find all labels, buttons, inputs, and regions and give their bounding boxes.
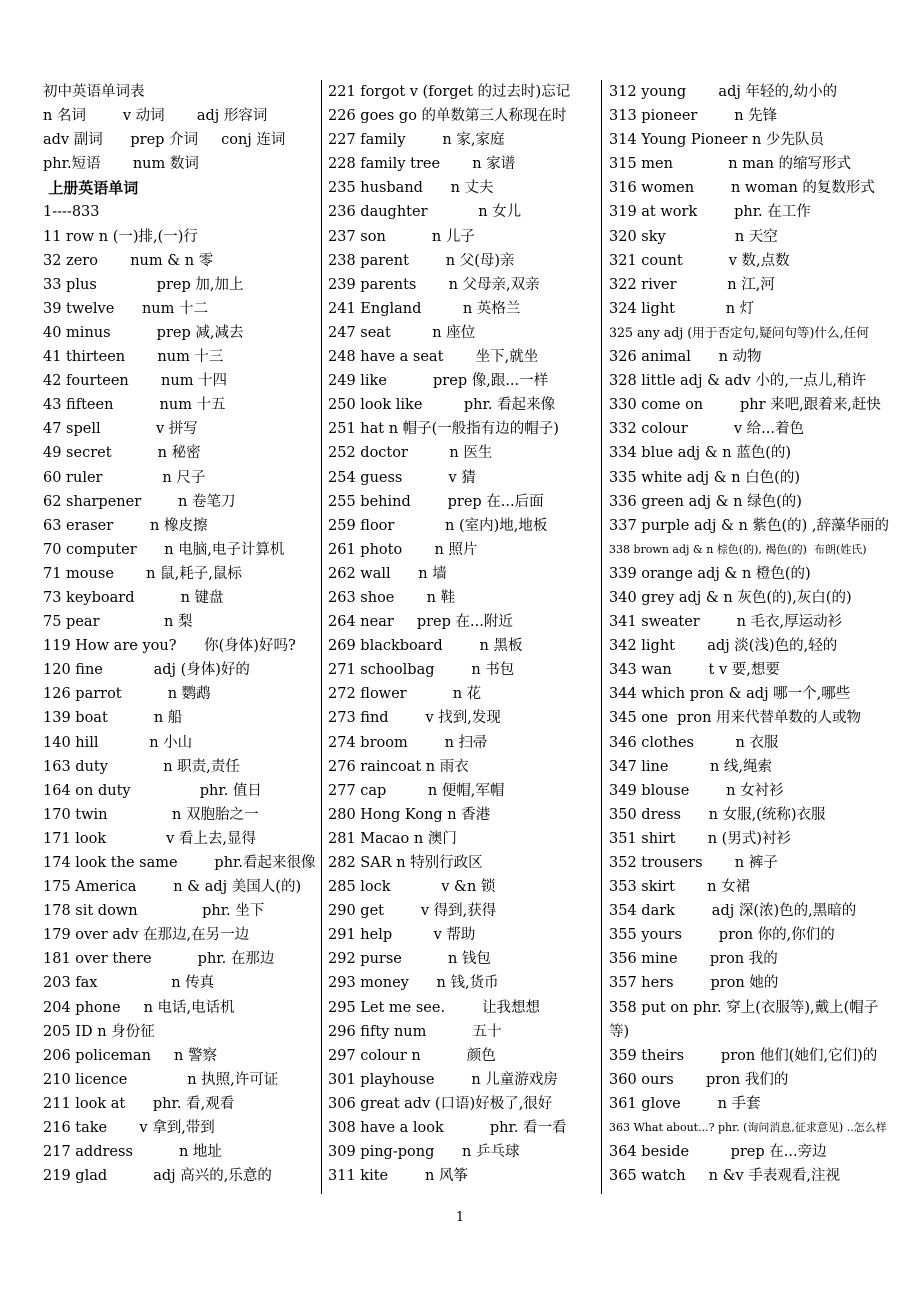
- vocab-entry: 170 twin n 双胞胎之一: [43, 806, 259, 823]
- vocab-entry: 139 boat n 船: [43, 710, 183, 727]
- vocab-entry: 219 glad adj 高兴的,乐意的: [43, 1168, 272, 1185]
- vocab-entry: 356 mine pron 我的: [609, 951, 778, 968]
- vocab-entry: 301 playhouse n 儿童游戏房: [328, 1071, 558, 1088]
- vocab-entry: 179 over adv 在那边,在另一边: [43, 927, 250, 944]
- vocab-entry: 353 skirt n 女裙: [609, 879, 751, 896]
- vocab-entry: 221 forgot v (forget 的过去时)忘记: [328, 84, 571, 100]
- vocab-entry: 281 Macao n 澳门: [328, 830, 457, 847]
- vocab-entry: n 名词 v 动词 adj 形容词: [43, 108, 268, 125]
- vocab-entry: 204 phone n 电话,电话机: [43, 999, 235, 1016]
- vocab-entry: 238 parent n 父(母)亲: [328, 252, 515, 269]
- vocab-entry: 273 find v 找到,发现: [328, 710, 501, 727]
- vocab-entry: 312 young adj 年轻的,幼小的: [609, 84, 838, 100]
- vocab-entry: 255 behind prep 在...后面: [328, 493, 544, 510]
- vocab-entry: 352 trousers n 裤子: [609, 855, 778, 871]
- vocab-entry: 365 watch n &v 手表观看,注视: [609, 1168, 840, 1185]
- vocab-entry: 276 raincoat n 雨衣: [328, 758, 469, 775]
- vocab-entry: 264 near prep 在...附近: [328, 614, 513, 631]
- vocab-entry: 259 floor n (室内)地,地板: [328, 517, 548, 534]
- vocab-entry: 285 lock v &n 锁: [328, 879, 496, 896]
- vocab-entry: 313 pioneer n 先锋: [609, 108, 778, 125]
- vocab-entry: 126 parrot n 鹦鹉: [43, 686, 211, 703]
- vocab-entry: 249 like prep 像,跟...一样: [328, 373, 549, 390]
- vocab-entry: 40 minus prep 减,减去: [43, 324, 244, 341]
- vocab-entry: 228 family tree n 家谱: [328, 156, 516, 173]
- vocab-entry: 293 money n 钱,货币: [328, 975, 499, 992]
- vocab-entry: 178 sit down phr. 坐下: [43, 903, 265, 920]
- vocab-entry: 364 beside prep 在...旁边: [609, 1144, 827, 1161]
- vocab-entry: 339 orange adj & n 橙色(的): [609, 565, 811, 582]
- vocab-entry: 311 kite n 风筝: [328, 1168, 468, 1185]
- vocab-entry: 330 come on phr 来吧,跟着来,赶快: [609, 397, 881, 414]
- vocab-entry: 236 daughter n 女儿: [328, 204, 522, 221]
- vocab-entry: 263 shoe n 鞋: [328, 589, 456, 606]
- vocab-entry: 248 have a seat 坐下,就坐: [328, 349, 539, 366]
- vocab-entry: 33 plus prep 加,加上: [43, 276, 244, 293]
- vocab-entry: 251 hat n 帽子(一般指有边的帽子): [328, 421, 559, 438]
- vocab-entry: 340 grey adj & n 灰色(的),灰白(的): [609, 589, 852, 606]
- vocab-entry: 321 count v 数,点数: [609, 252, 790, 269]
- vocab-entry: 349 blouse n 女衬衫: [609, 782, 784, 799]
- vocab-entry: 75 pear n 梨: [43, 614, 193, 631]
- vocab-entry: 347 line n 线,绳索: [609, 758, 773, 775]
- vocab-entry: 316 women n woman 的复数形式: [609, 180, 875, 197]
- vocab-entry: 277 cap n 便帽,军帽: [328, 782, 505, 799]
- vocab-entry: 71 mouse n 鼠,耗子,鼠标: [43, 565, 242, 582]
- vocab-entry: 237 son n 儿子: [328, 228, 475, 245]
- vocab-entry: 60 ruler n 尺子: [43, 469, 206, 486]
- vocab-entry: 309 ping-pong n 乒乓球: [328, 1144, 520, 1161]
- vocab-entry: 210 licence n 执照,许可证: [43, 1071, 279, 1088]
- vocab-entry: 252 doctor n 医生: [328, 445, 493, 462]
- vocab-entry: 206 policeman n 警察: [43, 1047, 217, 1064]
- vocab-entry: 47 spell v 拼写: [43, 421, 198, 438]
- vocab-entry: 346 clothes n 衣服: [609, 734, 779, 751]
- vocab-entry: 358 put on phr. 穿上(衣服等),戴上(帽子等): [609, 999, 879, 1040]
- vocab-entry: 120 fine adj (身体)好的: [43, 662, 250, 679]
- vocab-entry: 357 hers pron 她的: [609, 975, 779, 992]
- vocab-entry: 314 Young Pioneer n 少先队员: [609, 132, 825, 149]
- vocab-entry: 315 men n man 的缩写形式: [609, 156, 852, 173]
- vocab-entry: 296 fifty num 五十: [328, 1023, 502, 1040]
- vocab-entry: 211 look at phr. 看,观看: [43, 1095, 235, 1112]
- vocab-entry: 291 help v 帮助: [328, 927, 476, 944]
- vocab-entry: 226 goes go 的单数第三人称现在时: [328, 108, 567, 125]
- vocab-entry: 205 ID n 身份征: [43, 1023, 155, 1040]
- vocab-entry: 227 family n 家,家庭: [328, 132, 505, 149]
- vocab-entry: 282 SAR n 特别行政区: [328, 855, 483, 871]
- vocab-entry: 73 keyboard n 键盘: [43, 589, 224, 606]
- vocab-entry: 342 light adj 淡(浅)色的,轻的: [609, 638, 838, 655]
- vocab-entry: 338 brown adj & n 棕色(的), 褐色(的) 布朗(姓氏): [609, 542, 867, 556]
- vocab-entry: adv 副词 prep 介词 conj 连词: [43, 132, 286, 149]
- vocab-entry: 42 fourteen num 十四: [43, 373, 228, 390]
- vocab-entry: 164 on duty phr. 值日: [43, 782, 262, 799]
- vocab-entry: 292 purse n 钱包: [328, 951, 491, 968]
- vocab-entry: 274 broom n 扫帚: [328, 734, 488, 751]
- vocab-column-2: [321, 80, 602, 1194]
- vocab-entry: 239 parents n 父母亲,双亲: [328, 276, 540, 293]
- vocab-entry: 359 theirs pron 他们(她们,它们)的: [609, 1047, 878, 1064]
- vocab-entry: 140 hill n 小山: [43, 734, 193, 751]
- vocab-entry: 345 one pron 用来代替单数的人或物: [609, 710, 862, 727]
- vocab-entry: 41 thirteen num 十三: [43, 349, 224, 366]
- vocab-entry: 163 duty n 职责,责任: [43, 758, 240, 775]
- vocab-column-1: [37, 80, 318, 1194]
- vocab-entry: 306 great adv (口语)好极了,很好: [328, 1095, 553, 1112]
- vocab-entry: 297 colour n 颜色: [328, 1047, 496, 1064]
- vocab-entry: 247 seat n 座位: [328, 324, 476, 341]
- vocab-entry: 32 zero num & n 零: [43, 252, 214, 269]
- vocab-entry: 328 little adj & adv 小的,一点儿,稍许: [609, 373, 867, 390]
- vocab-entry: 62 sharpener n 卷笔刀: [43, 493, 236, 510]
- vocab-entry: 341 sweater n 毛衣,厚运动衫: [609, 614, 843, 631]
- vocab-entry: 174 look the same phr.看起来很像: [43, 855, 316, 871]
- vocab-entry: 337 purple adj & n 紫色(的) ,辞藻华丽的: [609, 517, 889, 534]
- vocab-entry: 235 husband n 丈夫: [328, 180, 494, 197]
- vocab-entry: 初中英语单词表: [43, 84, 145, 100]
- vocab-column-3: [603, 80, 890, 1194]
- vocab-entry: 290 get v 得到,获得: [328, 903, 497, 920]
- vocab-entry: 350 dress n 女服,(统称)衣服: [609, 806, 826, 823]
- vocab-entry: 254 guess v 猜: [328, 469, 476, 486]
- vocab-entry: 351 shirt n (男式)衬衫: [609, 830, 791, 847]
- vocab-entry: 119 How are you? 你(身体)好吗?: [43, 638, 296, 655]
- vocab-entry: 250 look like phr. 看起来像: [328, 397, 556, 414]
- section-heading: 上册英语单词: [43, 179, 139, 198]
- vocab-entry: 171 look v 看上去,显得: [43, 830, 256, 847]
- vocab-entry: 334 blue adj & n 蓝色(的): [609, 445, 792, 462]
- vocab-entry: 320 sky n 天空: [609, 228, 778, 245]
- vocab-entry: phr.短语 num 数词: [43, 156, 199, 173]
- vocab-entry: 11 row n (一)排,(一)行: [43, 228, 198, 245]
- vocab-entry: 241 England n 英格兰: [328, 300, 521, 317]
- vocab-entry: 324 light n 灯: [609, 300, 755, 317]
- vocab-entry: 295 Let me see. 让我想想: [328, 999, 540, 1016]
- vocab-entry: 272 flower n 花: [328, 686, 482, 703]
- vocab-entry: 322 river n 江,河: [609, 276, 775, 293]
- vocab-entry: 49 secret n 秘密: [43, 445, 201, 462]
- vocab-entry: 335 white adj & n 白色(的): [609, 469, 800, 486]
- vocab-entry: 269 blackboard n 黑板: [328, 638, 523, 655]
- vocab-entry: 203 fax n 传真: [43, 975, 215, 992]
- vocab-entry: 308 have a look phr. 看一看: [328, 1120, 567, 1137]
- vocab-entry: 332 colour v 给...着色: [609, 421, 804, 438]
- vocab-entry: 354 dark adj 深(浓)色的,黑暗的: [609, 903, 857, 920]
- vocab-entry: 355 yours pron 你的,你们的: [609, 927, 835, 944]
- vocab-entry: 325 any adj (用于否定句,疑问句等)什么,任何: [609, 324, 869, 340]
- vocab-entry: 39 twelve num 十二: [43, 300, 208, 317]
- vocab-entry: 63 eraser n 橡皮擦: [43, 517, 208, 534]
- vocab-entry: 1----833: [43, 204, 100, 221]
- vocab-entry: 217 address n 地址: [43, 1144, 222, 1161]
- vocab-entry: 271 schoolbag n 书包: [328, 662, 515, 679]
- vocab-entry: 262 wall n 墙: [328, 565, 447, 582]
- vocab-entry: 70 computer n 电脑,电子计算机: [43, 541, 285, 558]
- vocab-entry: 280 Hong Kong n 香港: [328, 806, 491, 823]
- vocab-entry: 175 America n & adj 美国人(的): [43, 879, 302, 896]
- vocabulary-page: [37, 80, 890, 1194]
- vocab-entry: 336 green adj & n 绿色(的): [609, 493, 802, 510]
- page-number: 1: [455, 1210, 465, 1225]
- vocab-entry: 363 What about...? phr. (询问消息,征求意见) ..怎么样: [609, 1121, 887, 1135]
- vocab-entry: 344 which pron & adj 哪一个,哪些: [609, 686, 851, 703]
- vocab-entry: 181 over there phr. 在那边: [43, 951, 275, 968]
- vocab-entry: 343 wan t v 要,想要: [609, 662, 780, 679]
- vocab-entry: 261 photo n 照片: [328, 541, 478, 558]
- vocab-entry: 360 ours pron 我们的: [609, 1071, 789, 1088]
- vocab-entry: 319 at work phr. 在工作: [609, 204, 811, 221]
- vocab-entry: 43 fifteen num 十五: [43, 397, 226, 414]
- vocab-entry: 361 glove n 手套: [609, 1095, 761, 1112]
- vocab-entry: 326 animal n 动物: [609, 349, 762, 366]
- vocab-entry: 216 take v 拿到,带到: [43, 1120, 215, 1137]
